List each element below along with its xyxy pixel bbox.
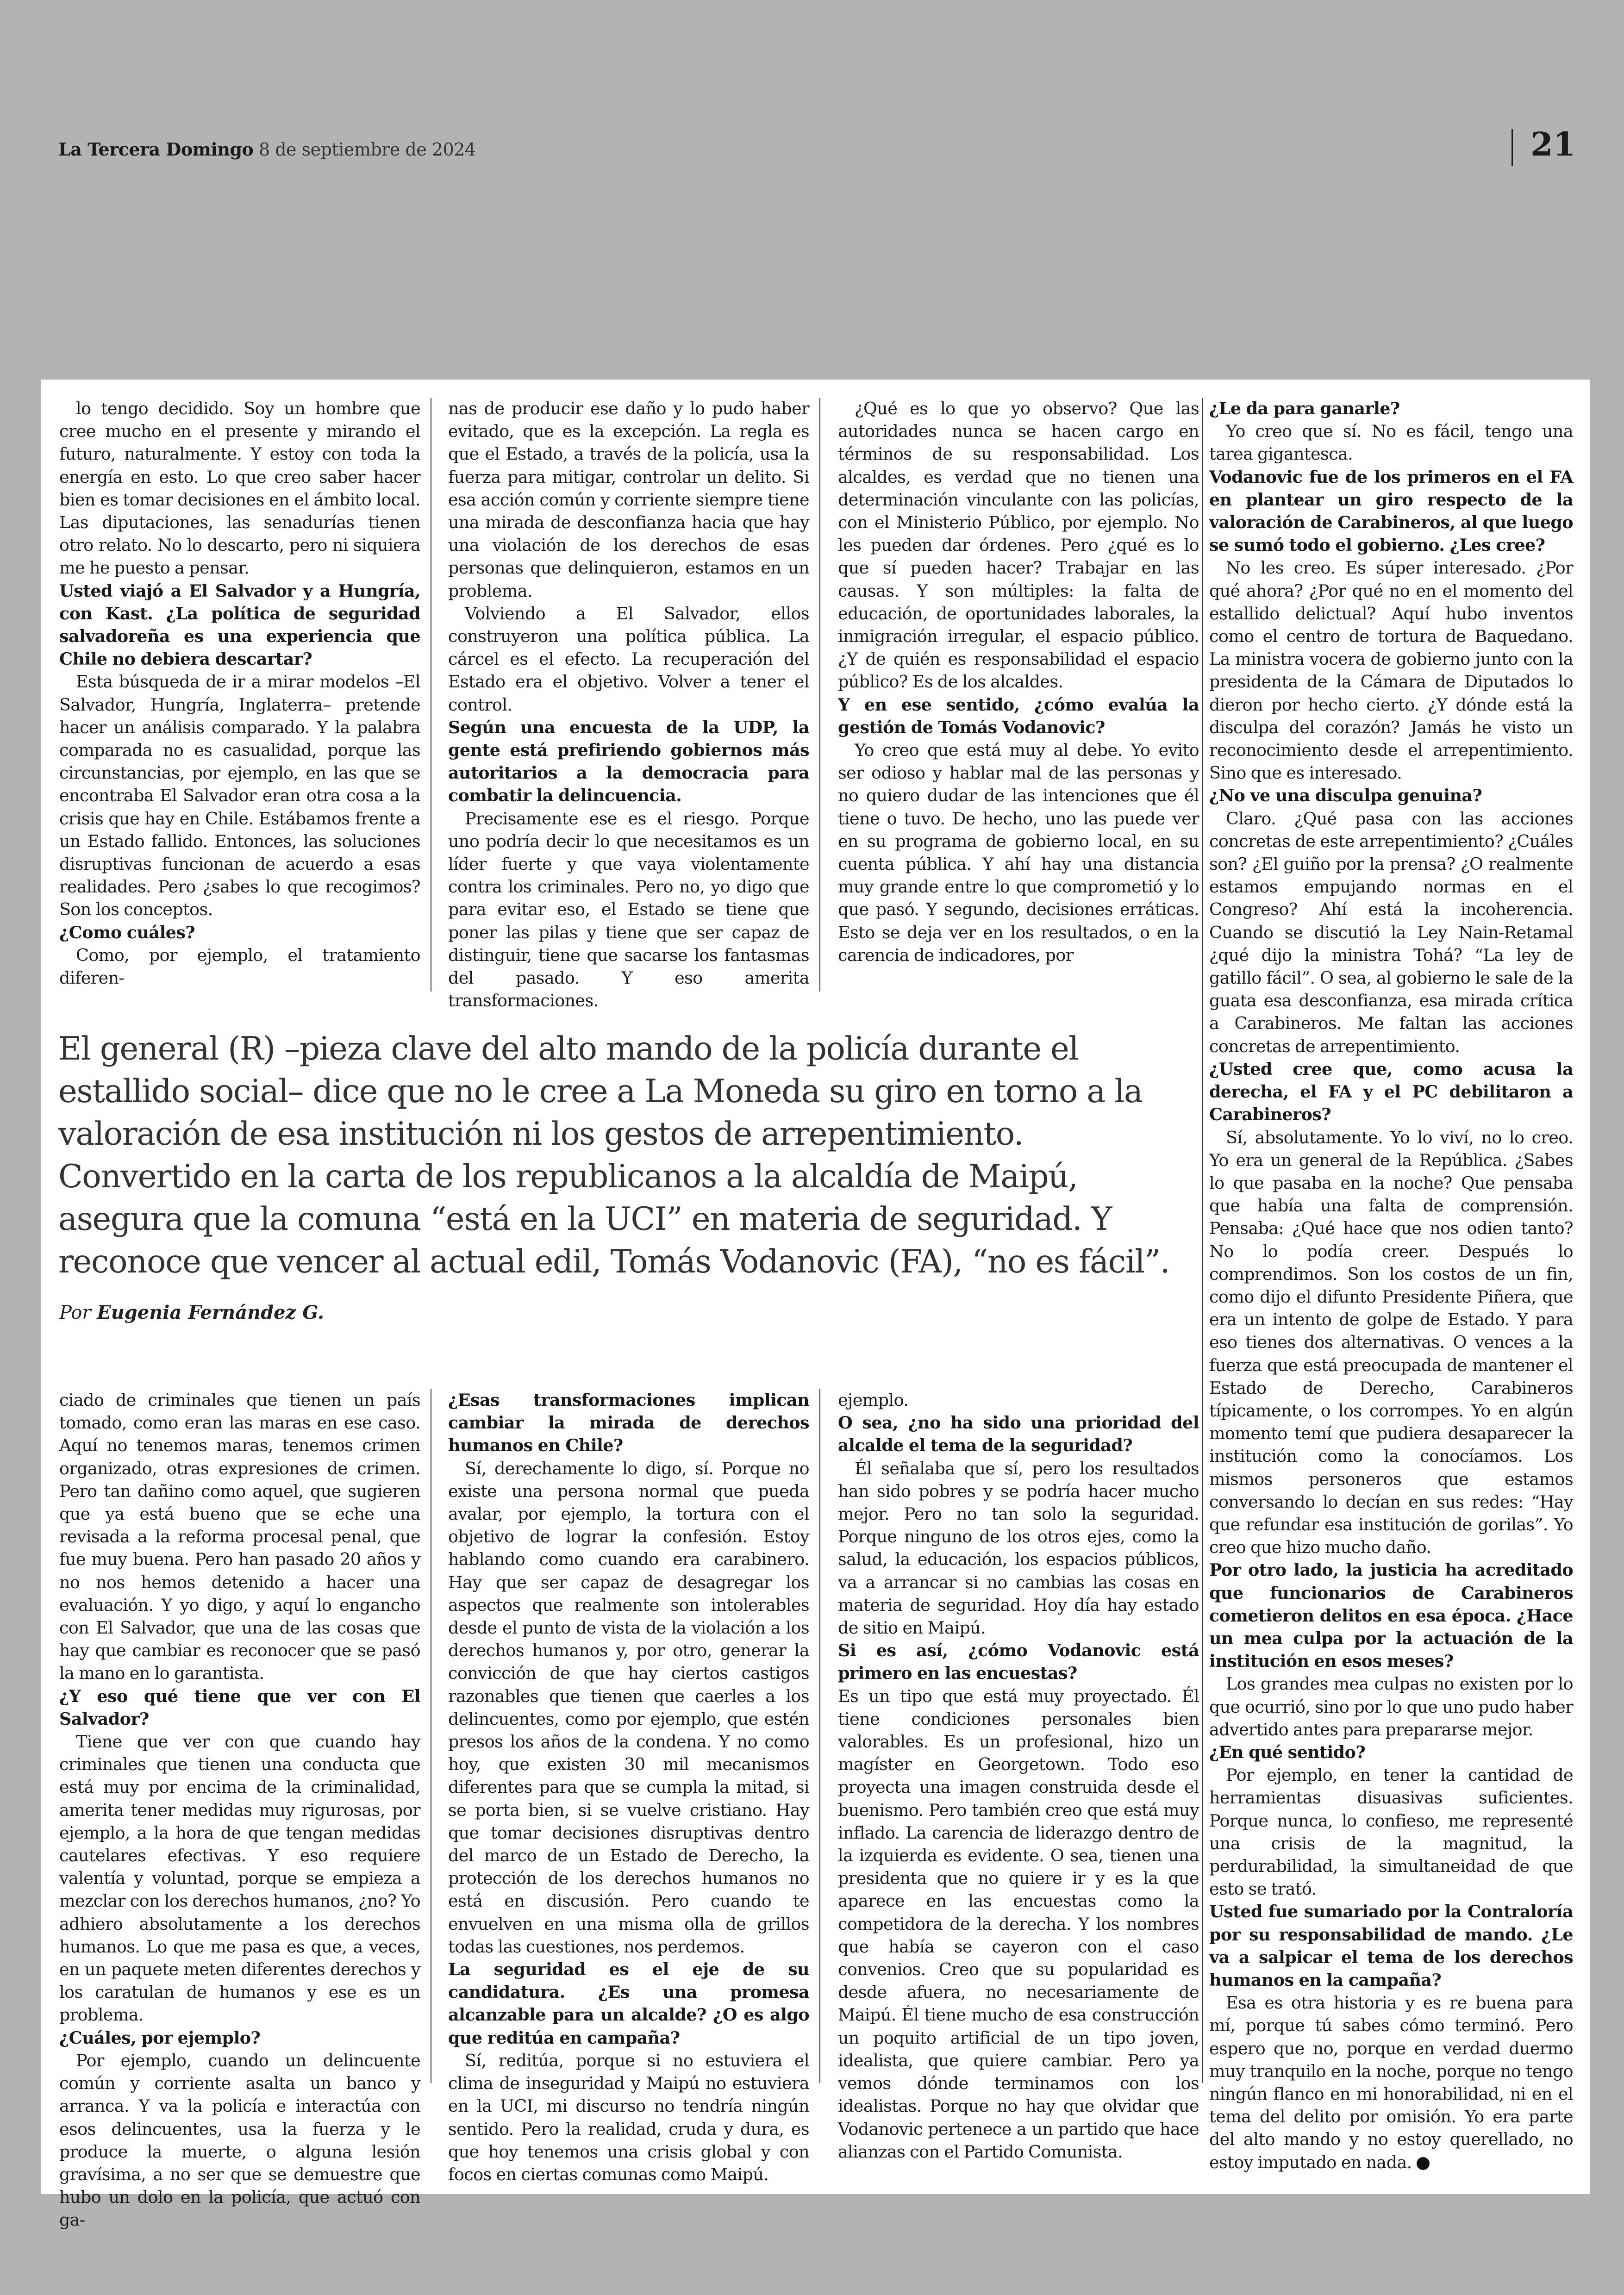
- byline-author: Eugenia Fernández G.: [97, 1302, 324, 1323]
- answer-paragraph: Tiene que ver con que cuando hay criminales que tienen una conducta que está muy por encima de la criminalidad, amerita tener medidas muy rigurosas, por ejemplo, a la hora de que tengan medidas cautelares efectivas. Y eso requiere valentía y voluntad, porque se empieza a mezclar con los derechos humanos, ¿no? Yo adhiero absolutamente a los derechos humanos. Lo que me pasa es que, a veces, en un paquete meten diferentes derechos y los caratulan de humanos y ese es un problema.: [59, 1732, 420, 2025]
- question-paragraph: ¿No ve una disculpa genuina?: [1209, 786, 1482, 806]
- page-number: 21: [1530, 125, 1576, 163]
- article-lead: El general (R) –pieza clave del alto mando de la policía durante el estallido social– dice que no le cree a La Moneda su giro en torno a la valoración de esa institución ni los gestos de arrepentimiento. Convertido en la carta de los republicanos a la alcaldía de Maipú, asegura que la comuna “está en la UCI” en materia de seguridad. Y reconoce que vencer al actual edil, Tomás Vodanovic (FA), “no es fácil”.: [58, 1030, 1170, 1280]
- answer-paragraph: Sí, derechamente lo digo, sí. Porque no existe una persona normal que pueda avalar, por ejemplo, la tortura con el objetivo de lograr la confesión. Estoy hablando como cuando era carabinero. Hay que ser capaz de desagregar los aspectos que realmente son intolerables desde el punto de vista de la violación a los derechos humanos y, por otro, generar la convicción de que hay ciertos castigos razonables que tienen que caerles a los delincuentes, como por ejemplo, que estén presos los años de la condena. Y no como hoy, que existen 30 mil mecanismos diferentes para que se cumpla la mitad, si se porta bien, si se vuelve cristiano. Hay que tomar decisiones disruptivas dentro del marco de un Estado de Derecho, la protección de los derechos humanos no está en discusión. Pero cuando te envuelven en una misma olla de grillos todas las cuestiones, nos perdemos.: [448, 1458, 809, 1957]
- column-2-bottom: [448, 1389, 809, 2186]
- byline: [59, 1302, 324, 1323]
- column-3-top: [838, 397, 1199, 967]
- byline-prefix: Por: [59, 1302, 91, 1323]
- answer-paragraph: Por ejemplo, cuando un delincuente común y corriente asalta un banco y arranca. Y va la policía e interactúa con esos delincuentes, usa la fuerza y le produce la muerte, o alguna lesión gravísima, a no ser que se demuestre que hubo un dolo en la policía, que actuó con ga-: [59, 2050, 420, 2230]
- question-paragraph: Usted viajó a El Salvador y a Hungría, con Kast. ¿La política de seguridad salvadoreña es una experiencia que Chile no debiera descartar?: [59, 580, 420, 669]
- publication-date: 8 de septiembre de 2024: [258, 139, 476, 160]
- answer-paragraph: ¿Qué es lo que yo observo? Que las autoridades nunca se hacen cargo en términos de su responsabilidad. Los alcaldes, es verdad que no tienen una determinación vinculante con las policías, con el Ministerio Público, por ejemplo. No les pueden dar órdenes. Pero ¿qué es lo que sí pueden hacer? Trabajar en las causas. Y son múltiples: la falta de educación, de oportunidades laborales, la inmigración irregular, el espacio público. ¿Y de quién es responsabilidad el espacio público? Es de los alcaldes.: [838, 399, 1199, 692]
- question-paragraph: Si es así, ¿cómo Vodanovic está primero en las encuestas?: [838, 1640, 1199, 1684]
- answer-paragraph: Sí, absolutamente. Yo lo viví, no lo creo. Yo era un general de la República. ¿Sabes lo que pasaba en la noche? Que pensaba que había una falta de comprensión. Pensaba: ¿Qué hace que nos odien tanto? No lo podía creer. Después lo comprendimos. Son los costos de un fin, como dijo el difunto Presidente Piñera, que era un intento de golpe de Estado. Y para eso tienes dos alternativas. O vences a la fuerza que está preocupada de mantener el Estado de Derecho, Carabineros típicamente, o los corrompes. Yo en algún momento temí que pudiera desaparecer la institución como la conocíamos. Los mismos personeros que estamos conversando lo decían en sus redes: “Hay que refundar esa institución de gorilas”. Yo creo que hizo mucho daño.: [1209, 1127, 1573, 1558]
- question-paragraph: ¿Cuáles, por ejemplo?: [59, 2027, 261, 2048]
- question-paragraph: Por otro lado, la justicia ha acreditado que funcionarios de Carabineros cometieron delitos en esa época. ¿Hace un mea culpa por la actuación de la institución en esos meses?: [1209, 1560, 1573, 1671]
- answer-paragraph: ciado de criminales que tienen un país tomado, como eran las maras en ese caso. Aquí no tenemos maras, tenemos crimen organizado, otras expresiones de crimen. Pero tan dañino como aquel, que sugieren que ya está bueno que se eche una revisada a la reforma procesal penal, que fue muy buena. Pero han pasado 20 años y no nos hemos detenido a hacer una evaluación. Y yo digo, y aquí lo engancho con El Salvador, que una de las cosas que hay que cambiar es reconocer que se pasó la mano en lo garantista.: [59, 1390, 420, 1684]
- answer-paragraph: Es un tipo que está muy proyectado. Él tiene condiciones personales bien valorables. Es un profesional, hizo un magíster en Georgetown. Todo eso proyecta una imagen construida desde el buenismo. Pero también creo que está muy inflado. La carencia de liderazgo dentro de la izquierda es evidente. O sea, tienen una presidenta que no quiere ir y es la que aparece en las encuestas como la competidora de la derecha. Y los nombres que había se cayeron con el caso convenios. Creo que su popularidad es desde afuera, no necesariamente de Maipú. Él tiene mucho de esa construcción un poquito artificial de un tipo joven, idealista, que quiere cambiar. Pero ya vemos dónde terminamos con los idealistas. Porque no hay que olvidar que Vodanovic pertenece a un partido que hace alianzas con el Partido Comunista.: [838, 1686, 1199, 2162]
- end-mark-icon: ●: [1417, 2157, 1430, 2170]
- question-paragraph: ¿Como cuáles?: [59, 922, 195, 942]
- question-paragraph: ¿Usted cree que, como acusa la derecha, el FA y el PC debilitaron a Carabineros?: [1209, 1059, 1573, 1125]
- answer-paragraph: ejemplo.: [838, 1390, 909, 1410]
- answer-paragraph: Yo creo que está muy al debe. Yo evito ser odioso y hablar mal de las personas y no quiero dudar de las intenciones que él tiene o tuvo. De hecho, uno las puede ver en su programa de gobierno local, en su cuenta pública. Y ahí hay una distancia muy grande entre lo que comprometió y lo que pasó. Y segundo, decisiones erráticas. Esto se deja ver en los resultados, o en la carencia de indicadores, por: [838, 740, 1199, 965]
- publication-name: La Tercera Domingo: [58, 139, 254, 160]
- question-paragraph: Según una encuesta de la UDP, la gente está prefiriendo gobiernos más autoritarios a la democracia para combatir la delincuencia.: [448, 717, 809, 806]
- answer-paragraph: Claro. ¿Qué pasa con las acciones concretas de este arrepentimiento? ¿Cuáles son? ¿El guiño por la prensa? ¿O realmente estamos empujando normas en el Congreso? Ahí está la incoherencia. Cuando se discutió la Ley Nain-Retamal ¿qué dijo la ministra Tohá? “La ley de gatillo fácil”. O sea, al gobierno le sale de la guata esa desconfianza, esa mirada crítica a Carabineros. Me faltan las acciones concretas de arrepentimiento.: [1209, 808, 1573, 1056]
- publication-header: [58, 139, 476, 160]
- column-divider: [1202, 398, 1203, 2083]
- question-paragraph: ¿Esas transformaciones implican cambiar la mirada de derechos humanos en Chile?: [448, 1390, 809, 1456]
- question-paragraph: ¿En qué sentido?: [1209, 1742, 1366, 1762]
- question-paragraph: Vodanovic fue de los primeros en el FA en plantear un giro respecto de la valoración de Carabineros, al que luego se sumó todo el gobierno. ¿Les cree?: [1209, 467, 1573, 555]
- question-paragraph: La seguridad es el eje de su candidatura. ¿Es una promesa alcanzable para un alcalde? ¿O es algo que reditúa en campaña?: [448, 1959, 809, 2048]
- answer-paragraph: Él señalaba que sí, pero los resultados han sido pobres y se podría hacer mucho mejor. Pero no tan solo la seguridad. Porque ninguno de los otros ejes, como la salud, la educación, los espacios públicos, va a arrancar si no cambias las cosas en materia de seguridad. Hoy día hay estado de sitio en Maipú.: [838, 1458, 1199, 1638]
- column-divider: [819, 398, 820, 992]
- column-1-top: [59, 397, 420, 989]
- question-paragraph: Y en ese sentido, ¿cómo evalúa la gestión de Tomás Vodanovic?: [838, 694, 1199, 737]
- answer-paragraph: Sí, reditúa, porque si no estuviera el clima de inseguridad y Maipú no estuviera en la UCI, mi discurso no tendría ningún sentido. Pero la realidad, cruda y dura, es que hoy tenemos una crisis global y con focos en ciertas comunas como Maipú.: [448, 2050, 809, 2184]
- question-paragraph: ¿Le da para ganarle?: [1209, 399, 1400, 418]
- question-paragraph: Usted fue sumariado por la Contraloría por su responsabilidad de mando. ¿Le va a salpicar el tema de los derechos humanos en la campaña?: [1209, 1902, 1573, 1990]
- answer-paragraph: Volviendo a El Salvador, ellos construyeron una política pública. La cárcel es el efecto. La recuperación del Estado era el objetivo. Volver a tener el control.: [448, 603, 809, 715]
- answer-paragraph: Yo creo que sí. No es fácil, tengo una tarea gigantesca.: [1209, 421, 1573, 464]
- column-3-bottom: [838, 1389, 1199, 2163]
- answer-paragraph: nas de producir ese daño y lo pudo haber evitado, que es la excepción. La regla es que el Estado, a través de la policía, usa la fuerza para mitigar, controlar un delito. Si esa acción común y corriente siempre tiene una mirada de desconfianza hacia que hay una violación de los derechos de esas personas que delinquieron, estamos en un problema.: [448, 399, 809, 601]
- column-4: [1209, 397, 1573, 2174]
- question-paragraph: O sea, ¿no ha sido una prioridad del alcalde el tema de la seguridad?: [838, 1413, 1199, 1456]
- answer-paragraph: Esa es otra historia y es re buena para mí, porque tú sabes cómo terminó. Pero espero que no, porque en verdad duermo muy tranquilo en la noche, porque no tengo ningún flanco en mi honorabilidad, ni en el tema del delito por omisión. Yo era parte del alto mando y no estoy querellado, no estoy imputado en nada. ●: [1209, 1993, 1573, 2172]
- answer-paragraph: Por ejemplo, en tener la cantidad de herramientas disuasivas suficientes. Porque nunca, lo confieso, me representé una crisis de la magnitud, la perdurabilidad, la simultaneidad de que esto se trató.: [1209, 1765, 1573, 1899]
- answer-paragraph: Como, por ejemplo, el tratamiento diferen-: [59, 945, 420, 988]
- answer-paragraph: Precisamente ese es el riesgo. Porque uno podría decir lo que necesitamos es un líder fuerte y que vaya violentamente contra los criminales. Pero no, yo digo que para evitar eso, el Estado se tiene que poner las pilas y tiene que ser capaz de distinguir, tiene que sacarse los fantasmas del pasado. Y eso amerita transformaciones.: [448, 808, 809, 1011]
- header-divider: [1512, 129, 1513, 166]
- column-1-bottom: [59, 1389, 420, 2232]
- answer-paragraph: Esta búsqueda de ir a mirar modelos –El Salvador, Hungría, Inglaterra– pretende hacer un análisis comparado. Y la palabra comparada no es casualidad, porque las circunstancias, por ejemplo, en las que se encontraba El Salvador eran otra cosa a la crisis que hay en Chile. Estábamos frente a un Estado fallido. Entonces, las soluciones disruptivas funcionan de acuerdo a esas realidades. Pero ¿sabes lo que recogimos? Son los conceptos.: [59, 672, 420, 920]
- answer-paragraph: lo tengo decidido. Soy un hombre que cree mucho en el presente y mirando el futuro, naturalmente. Y estoy con toda la energía en esto. Lo que creo saber hacer bien es tomar decisiones en el ámbito local. Las diputaciones, las senadurías tienen otro relato. No lo descarto, pero ni siquiera me he puesto a pensar.: [59, 399, 420, 578]
- answer-paragraph: Los grandes mea culpas no existen por lo que ocurrió, sino por lo que uno pudo haber advertido antes para prepararse mejor.: [1209, 1674, 1573, 1740]
- column-divider: [819, 1389, 820, 2083]
- article-page: [41, 380, 1590, 2230]
- question-paragraph: ¿Y eso qué tiene que ver con El Salvador?: [59, 1686, 420, 1729]
- column-2-top: [448, 397, 809, 1012]
- answer-paragraph: No les creo. Es súper interesado. ¿Por qué ahora? ¿Por qué no en el momento del estallido delictual? Aquí hubo inventos como el centro de tortura de Baquedano. La ministra vocera de gobierno junto con la presidenta de la Cámara de Diputados lo dieron por hecho cierto. ¿Y dónde está la disculpa del corazón? Jamás he visto un reconocimiento desde el arrepentimiento. Sino que es interesado.: [1209, 558, 1573, 783]
